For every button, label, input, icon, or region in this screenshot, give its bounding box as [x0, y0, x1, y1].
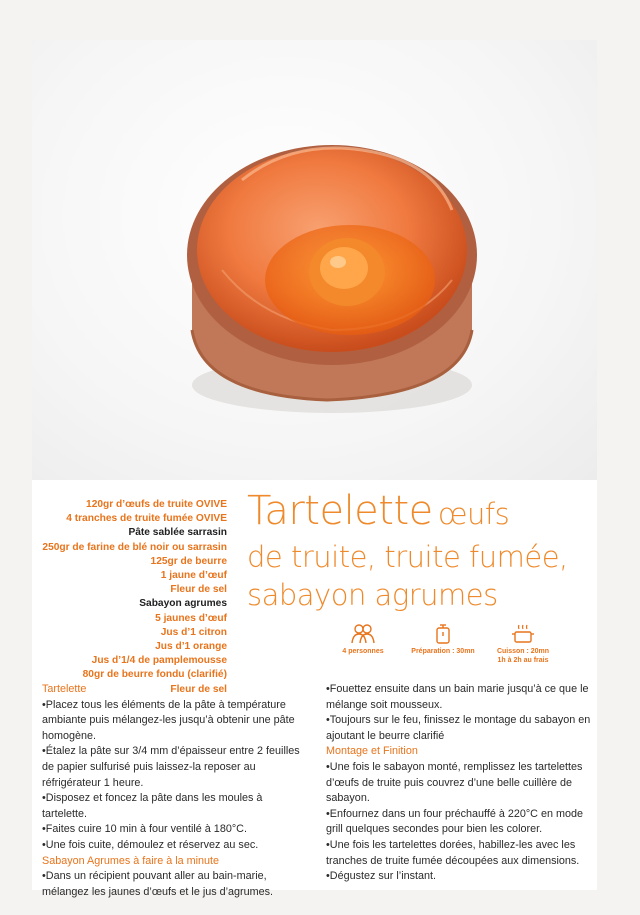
title-word-main: Tartelette: [247, 488, 433, 534]
ingredient-line: Jus d’1 orange: [155, 641, 227, 653]
sabayon-steps-continued: [326, 682, 592, 744]
instruction-step: •Faites cuire 10 min à four ventilé à 180°C.: [42, 823, 247, 836]
preparation-label: Préparation : 30mn: [411, 648, 475, 655]
section-title-tartelette: Tartelette: [42, 683, 87, 695]
ingredient-line: Fleur de sel: [170, 584, 227, 596]
ingredient-line: 5 jaunes d’œuf: [155, 612, 227, 624]
section-title-sabayon: Sabayon Agrumes à faire à la minute: [42, 854, 220, 867]
cuisson-label-2: 1h à 2h au frais: [497, 656, 549, 664]
instruction-step: •Une fois cuite, démoulez et réservez au sec.: [42, 838, 259, 851]
instruction-step: •Disposez et foncez la pâte dans les moules à tartelette.: [42, 792, 263, 820]
sabayon-steps: [42, 869, 304, 900]
pot-icon: [510, 623, 536, 645]
timer-icon: [430, 623, 456, 645]
ingredient-line: Jus d’1/4 de pamplemousse: [91, 655, 227, 667]
ingredient-line: Fleur de sel: [170, 683, 227, 695]
ingredient-line: 1 jaune d’œuf: [160, 570, 227, 582]
ingredient-line: 80gr de beurre fondu (clarifié): [82, 669, 227, 681]
ingredients-list: [32, 498, 227, 697]
ingredient-line: Sabayon agrumes: [139, 598, 227, 610]
instruction-step: •Enfournez dans un four préchauffé à 220°C en mode grill quelques secondes pour bien les colorer.: [326, 807, 584, 836]
instruction-step: •Fouettez ensuite dans un bain marie jusqu’à ce que le mélange soit mousseux.: [326, 683, 589, 711]
tartlet-photo: [32, 40, 597, 480]
info-cuisson: [485, 623, 561, 665]
people-icon: [350, 623, 376, 645]
instruction-step: •Une fois les tartelettes dorées, habillez-les avec les tranches de truite fumée découpées aux dimensions.: [326, 838, 580, 867]
title-line-2: de truite, truite fumée,: [247, 540, 568, 574]
tartelette-steps: [42, 698, 304, 854]
montage-steps: [326, 760, 592, 885]
title-line-3: sabayon agrumes: [247, 578, 498, 612]
ingredient-line: 4 tranches de truite fumée OVIVE: [66, 513, 227, 525]
instruction-step: •Étalez la pâte sur 3/4 mm d’épaisseur entre 2 feuilles de papier sulfurisé puis laissez-la reposer au réfrigérateur 1 heure.: [42, 745, 300, 789]
recipe-infos: [325, 623, 565, 671]
ingredient-line: Pâte sablée sarrasin: [128, 527, 227, 539]
section-title-montage: Montage et Finition: [326, 745, 418, 758]
instruction-step: •Dans un récipient pouvant aller au bain-marie, mélangez les jaunes d’œufs et le jus d’agrumes.: [42, 870, 274, 898]
ingredient-line: 250gr de farine de blé noir ou sarrasin: [42, 541, 227, 553]
cuisson-label-1: Cuisson : 20mn: [496, 648, 550, 655]
ingredient-line: Jus d’1 citron: [160, 626, 227, 638]
tartlet-illustration: [32, 40, 597, 480]
instructions-right-column: [326, 682, 592, 885]
ingredient-line: 125gr de beurre: [150, 555, 227, 567]
instruction-step: •Une fois le sabayon monté, remplissez les tartelettes d’œufs de truite puis couvrez d’une belle cuillère de sabayon.: [326, 760, 583, 805]
info-persons: [325, 623, 401, 657]
recipe-title: [247, 488, 597, 614]
info-preparation: [405, 623, 481, 657]
instruction-step: •Toujours sur le feu, finissez le montage du sabayon en ajoutant le beurre clarifié: [326, 714, 591, 742]
recipe-page: [32, 40, 597, 898]
title-word-secondary: œufs: [437, 497, 510, 531]
instructions-left-column: [42, 682, 304, 900]
persons-label: 4 personnes: [342, 648, 384, 655]
instruction-step: •Dégustez sur l’instant.: [326, 870, 436, 883]
ingredient-line: 120gr d’œufs de truite OVIVE: [86, 499, 227, 510]
instruction-step: •Placez tous les éléments de la pâte à température ambiante puis mélangez-les jusqu’à obtenir une pâte homogène.: [42, 698, 295, 742]
